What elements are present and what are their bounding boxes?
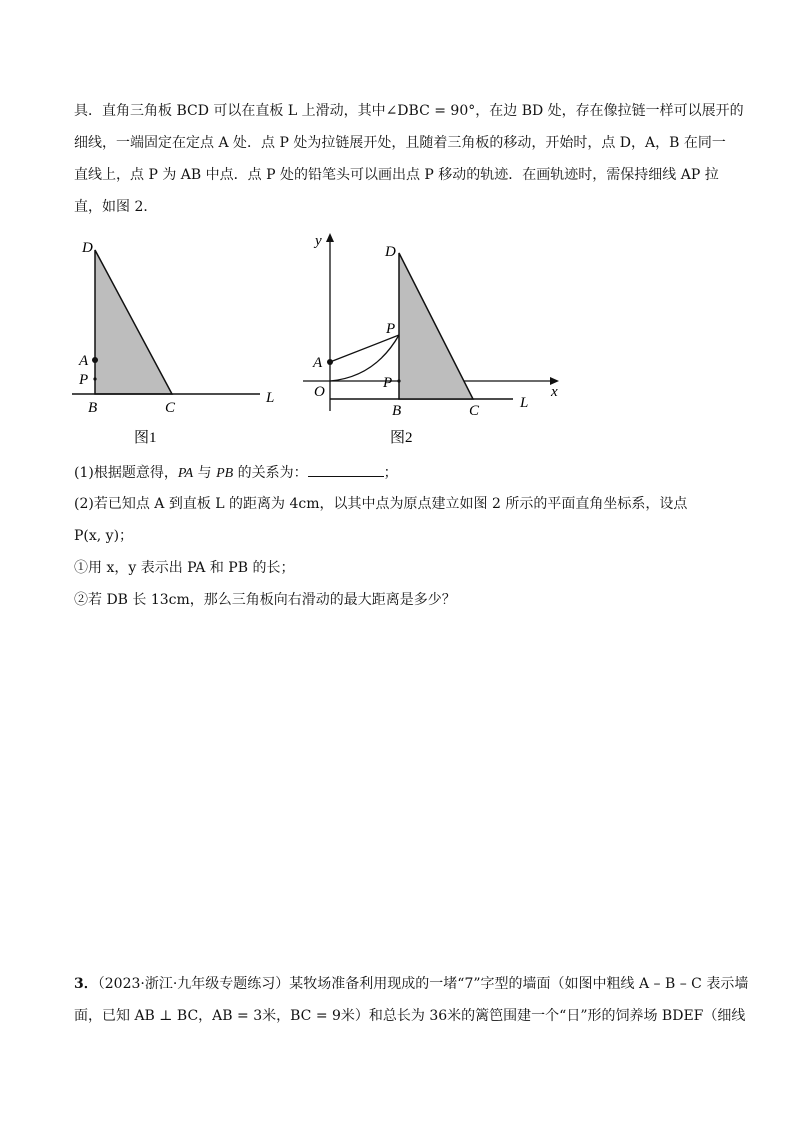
label-B: B xyxy=(88,400,98,416)
problem-3-number: 3． xyxy=(74,976,98,992)
label-L: L xyxy=(520,395,529,411)
answer-blank xyxy=(308,462,384,477)
label-y: y xyxy=(315,233,322,249)
label-C: C xyxy=(165,400,176,416)
intro-line-3: 直线上，点 P 为 AB 中点．点 P 处的铅笔头可以画出点 P 移动的轨迹．在画轨迹时，需保持细线 AP 拉 xyxy=(74,167,719,183)
figure-1 xyxy=(60,230,290,450)
question-1 xyxy=(74,462,398,484)
point-A-dot xyxy=(327,359,333,365)
problem-3-text: 某牧场准备利用现成的一堵“7”字型的墙面（如图中粗线 A – B – C 表示墙 xyxy=(289,976,749,992)
intro-line-4: 直，如图 2． xyxy=(74,199,158,215)
figure-2-caption: 图2 xyxy=(390,430,413,446)
problem-3-line-1 xyxy=(74,974,748,994)
label-P-top: P xyxy=(386,321,396,337)
label-x: x xyxy=(551,384,558,400)
question-2-part-b: ②若 DB 长 13cm，那么三角板向右滑动的最大距离是多少？ xyxy=(74,592,456,608)
question-2-line-1: (2)若已知点 A 到直板 L 的距离为 4cm，以其中点为原点建立如图 2 所示的平面直角坐标系，设点 xyxy=(74,496,688,512)
figure-1-caption: 图1 xyxy=(134,430,157,446)
segment-AP xyxy=(330,335,399,362)
problem-3-source: （2023·浙江·九年级专题练习） xyxy=(97,976,290,992)
label-C: C xyxy=(469,403,480,419)
q1-var-pb: PB xyxy=(216,466,234,481)
label-A: A xyxy=(79,353,89,369)
question-2-line-2: P(x, y)； xyxy=(74,528,134,544)
intro-line-1: 具．直角三角板 BCD 可以在直板 L 上滑动，其中∠DBC = 90°，在边 BD 处，存在像拉链一样可以展开的 xyxy=(74,103,744,119)
q1-var-pa: PA xyxy=(177,466,194,481)
problem-3-line-2: 面，已知 AB ⊥ BC，AB = 3米，BC = 9米）和总长为 36米的篱笆围建一个“日”形的饲养场 BDEF（细线 xyxy=(74,1008,746,1024)
q1-mid: 与 xyxy=(193,465,217,481)
label-D: D xyxy=(385,244,396,260)
point-P-dot xyxy=(93,377,96,380)
label-A: A xyxy=(313,355,323,371)
label-D: D xyxy=(82,240,93,256)
triangle-bcd xyxy=(399,253,473,399)
point-P-axis-dot xyxy=(397,379,400,382)
triangle-bcd xyxy=(95,250,172,394)
label-P-axis: P xyxy=(383,375,393,391)
q1-prefix: (1)根据题意得， xyxy=(74,465,178,481)
figure-2 xyxy=(295,225,575,450)
point-A-dot xyxy=(92,357,98,363)
y-axis-arrow xyxy=(326,233,334,242)
label-L: L xyxy=(266,390,275,406)
label-O: O xyxy=(314,384,325,400)
label-B: B xyxy=(392,403,402,419)
label-P: P xyxy=(79,372,89,388)
q1-post: 的关系为： xyxy=(233,465,308,481)
q1-end: ； xyxy=(383,465,398,481)
question-2-part-a: ①用 x，y 表示出 PA 和 PB 的长； xyxy=(74,560,295,576)
intro-line-2: 细线，一端固定在定点 A 处．点 P 处为拉链展开处，且随着三角板的移动，开始时，点 D，A，B 在同一 xyxy=(74,135,726,151)
